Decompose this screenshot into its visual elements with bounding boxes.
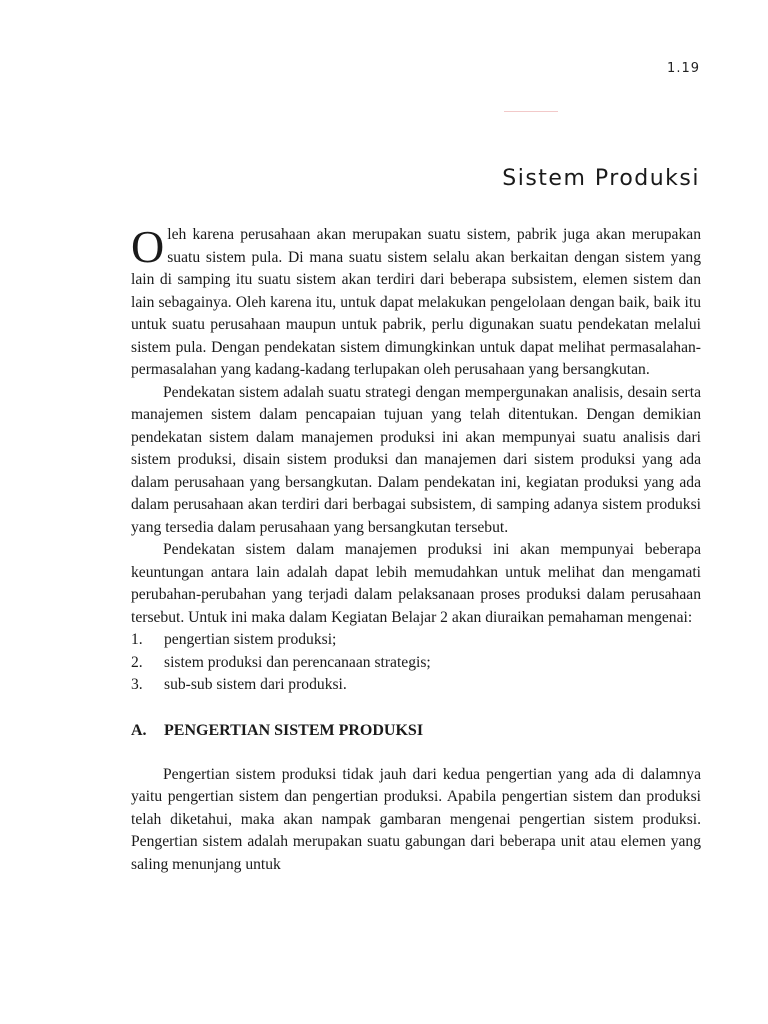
topic-list <box>131 629 701 697</box>
decorative-rule <box>504 111 558 112</box>
list-item <box>131 629 701 652</box>
list-item-number: 2. <box>131 653 143 671</box>
section-heading <box>131 720 701 742</box>
intro-paragraph-1-text: leh karena perusahaan akan merupakan suatu sistem, pabrik juga akan merupakan suatu sistem pula. Di mana suatu sistem selalu akan berkaitan dengan sistem yang lain di samping itu suatu sistem akan terdiri dari beberapa subsistem, elemen sistem dan lain sebagainya. Oleh karena itu, untuk dapat melakukan pengelolaan dengan baik, baik itu untuk suatu perusahaan maupun untuk pabrik, perlu digunakan suatu pendekatan melalui sistem pula. Dengan pendekatan sistem dimungkinkan untuk dapat melihat permasalahan-permasalahan yang kadang-kadang terlupakan oleh perusahaan yang bersangkutan. <box>131 226 701 378</box>
body-text <box>131 221 701 876</box>
list-item-text: sub-sub sistem dari produksi. <box>164 676 347 693</box>
chapter-title: Sistem Produksi <box>502 166 700 191</box>
list-item <box>131 652 701 675</box>
list-item <box>131 674 701 697</box>
intro-paragraph-1 <box>131 221 701 382</box>
list-item-number: 1. <box>131 631 143 648</box>
section-letter: A. <box>131 721 147 739</box>
intro-paragraph-2: Pendekatan sistem adalah suatu strategi dengan mempergunakan analisis, desain serta manajemen sistem dalam pencapaian tujuan yang telah ditentukan. Dengan demikian pendekatan sistem dalam manajemen produksi ini akan mempunyai suatu analisis dari sistem produksi, disain sistem produksi dan manajemen dari sistem produksi yang ada dalam perusahaan yang bersangkutan. Dalam pendekatan ini, kegiatan produksi yang ada dalam perusahaan akan terdiri dari berbagai subsistem, di samping adanya sistem produksi yang tersedia dalam perusahaan yang bersangkutan tersebut. <box>131 383 701 536</box>
drop-cap: O <box>131 221 165 272</box>
section-heading-text: PENGERTIAN SISTEM PRODUKSI <box>164 721 424 739</box>
list-item-text: sistem produksi dan perencanaan strategis; <box>164 653 431 671</box>
list-item-text: pengertian sistem produksi; <box>164 631 337 648</box>
page-number: 1.19 <box>667 61 700 76</box>
list-item-number: 3. <box>131 676 143 693</box>
section-paragraph: Pengertian sistem produksi tidak jauh dari kedua pengertian yang ada di dalamnya yaitu pengertian sistem dan pengertian produksi. Apabila pengertian sistem dan produksi telah diketahui, maka akan nampak gambaran mengenai pengertian sistem produksi. Pengertian sistem adalah merupakan suatu gabungan dari beberapa unit atau elemen yang saling menunjang untuk <box>131 765 701 873</box>
intro-paragraph-3: Pendekatan sistem dalam manajemen produksi ini akan mempunyai beberapa keuntungan antara lain adalah dapat lebih memudahkan untuk melihat dan mengamati perubahan-perubahan yang terjadi dalam pelaksanaan proses produksi dalam perusahaan tersebut. Untuk ini maka dalam Kegiatan Belajar 2 akan diuraikan pemahaman mengenai: <box>131 541 701 626</box>
